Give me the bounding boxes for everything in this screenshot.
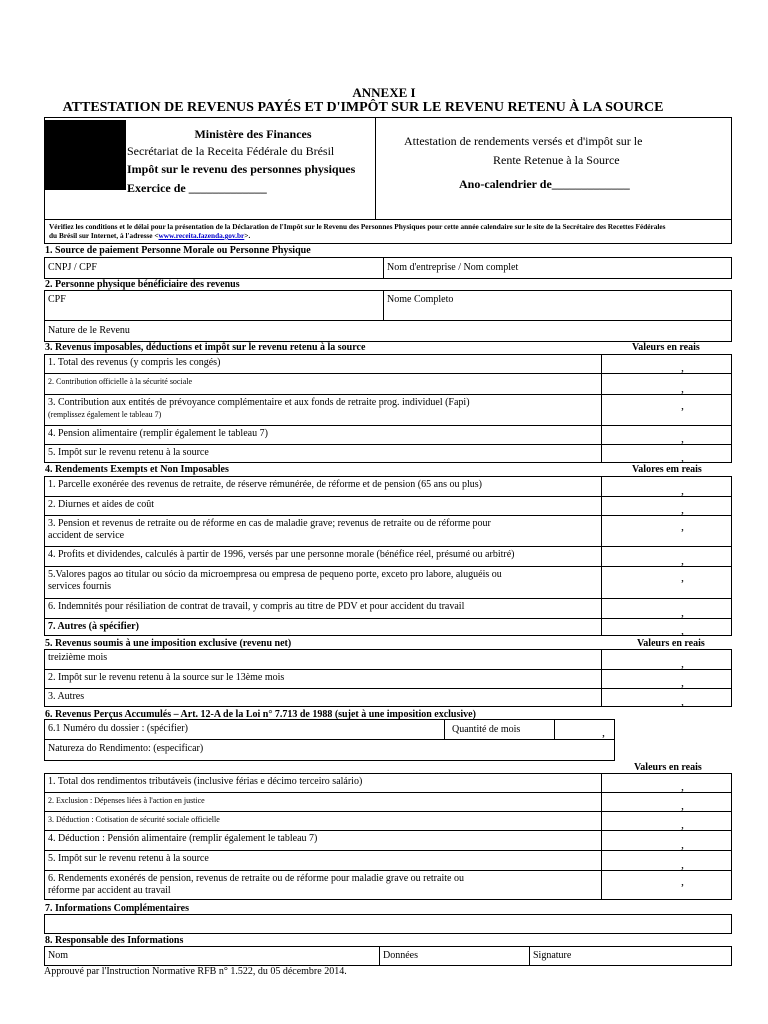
section6-values-label: Valeurs en reais: [634, 762, 702, 773]
responsible-name-field[interactable]: Nom: [48, 950, 68, 961]
annex-label: ANNEXE I: [352, 85, 416, 100]
section5-values-divider: [601, 649, 602, 707]
row-divider: [44, 598, 732, 599]
receita-link[interactable]: www.receita.fazenda.gov.br: [158, 231, 245, 240]
row-divider: [44, 688, 732, 689]
row-divider: [44, 425, 732, 426]
section6-row-value[interactable]: ,: [681, 837, 684, 851]
section2-divider: [383, 290, 384, 320]
section3-row-value[interactable]: ,: [681, 398, 684, 412]
section1-heading: 1. Source de paiement Personne Morale ou Personne Physique: [45, 245, 311, 256]
section3-row-value[interactable]: ,: [681, 381, 684, 395]
section2-heading: 2. Personne physique bénéficiaire des revenus: [45, 279, 240, 290]
section6-row-value[interactable]: ,: [681, 817, 684, 831]
ministry-name: Ministère des Finances: [194, 127, 312, 141]
header-notice-divider: [44, 219, 732, 220]
row-divider: [44, 373, 732, 374]
beneficiary-name-field[interactable]: Nome Completo: [387, 294, 454, 305]
months-quantity-label: Quantité de mois: [452, 724, 521, 735]
tax-name: Impôt sur le revenu des personnes physiques: [127, 162, 356, 176]
section2-row-divider: [44, 320, 732, 321]
row-divider: [44, 870, 732, 871]
section4-row-label: 5.Valores pagos ao titular ou sócio da microempresa ou empresa de pequeno porte, exceto pro labore, aluguéis ou services fournis: [48, 569, 502, 592]
section4-row-value[interactable]: ,: [681, 483, 684, 497]
section4-row-label: 6. Indemnités pour résiliation de contrat de travail, y compris au titre de PDV et pour accident du travail: [48, 601, 465, 612]
section4-row-label: 7. Autres (à spécifier): [48, 621, 139, 632]
secretariat-name: Secrétariat de la Receita Fédérale du Brésil: [127, 144, 335, 158]
section4-row-value[interactable]: ,: [681, 502, 684, 516]
signature-field[interactable]: Signature: [533, 950, 572, 961]
section5-row-label: 3. Autres: [48, 691, 85, 702]
section8-heading: 8. Responsable des Informations: [45, 935, 184, 946]
row-divider: [44, 515, 732, 516]
section4-values-label: Valores em reais: [632, 464, 702, 475]
section5-row-value[interactable]: ,: [681, 675, 684, 689]
section3-row-label: 3. Contribution aux entités de prévoyance complémentaire et aux fonds de retraite prog. individuel (Fapi) (remplissez également le tableau 7): [48, 397, 470, 419]
section4-row-value[interactable]: ,: [681, 519, 684, 533]
notice-line1: Vérifiez les conditions et le délai pour la présentation de la Déclaration de l'Impôt sur le Revenu des Personnes Physiques pour cette année calendaire sur le site de la Secrétaire des Recettes Fédérales: [49, 222, 666, 231]
row-divider: [44, 830, 732, 831]
section6-row-label: 6. Rendements exonérés de pension, revenus de retraite ou de réforme pour maladie grave ou retraite ou réforme par accident au travail: [48, 873, 464, 896]
row-divider: [44, 792, 732, 793]
section6-heading: 6. Revenus Perçus Accumulés – Art. 12-A de la Loi n° 7.713 de 1988 (sujet à une imposition exclusive): [45, 709, 476, 720]
section3-row-label: 4. Pension alimentaire (remplir également le tableau 7): [48, 428, 268, 439]
section6-row-label: 1. Total dos rendimentos tributáveis (inclusive férias e décimo terceiro salário): [48, 776, 363, 787]
redacted-logo: [45, 120, 126, 190]
section3-row-label: 5. Impôt sur le revenu retenu à la source: [48, 447, 209, 458]
row-divider: [44, 618, 732, 619]
section5-row-label: 2. Impôt sur le revenu retenu à la source sur le 13ème mois: [48, 672, 285, 683]
row-divider: [44, 496, 732, 497]
section3-row-label: 1. Total des revenus (y compris les congés): [48, 357, 221, 368]
section5-row-label: treizième mois: [48, 652, 108, 663]
row-divider: [44, 811, 732, 812]
calendar-year-field[interactable]: Ano-calendrier de_____________: [459, 177, 630, 191]
row-divider: [44, 444, 732, 445]
notice-line2: du Brésil sur Internet, à l'adresse <www.receita.fazenda.gov.br>.: [49, 231, 251, 240]
section3-row-label: 2. Contribution officielle à la sécurité sociale: [48, 377, 193, 386]
section8-divider1: [379, 946, 380, 966]
section4-row-label: 4. Profits et dividendes, calculés à partir de 1996, versés par une personne morale (bénéfice réel, présumé ou arbitré): [48, 549, 515, 560]
row-divider: [44, 566, 732, 567]
section3-values-label: Valeurs en reais: [632, 342, 700, 353]
section6-info-divider1: [444, 719, 445, 739]
row-divider: [44, 394, 732, 395]
complementary-info-field[interactable]: [44, 914, 732, 934]
section4-row-value[interactable]: ,: [681, 623, 684, 637]
section4-row-label: 3. Pension et revenus de retraite ou de réforme en cas de maladie grave; revenus de retraite ou de réforme pour accident de service: [48, 518, 491, 541]
cpf-field[interactable]: CPF: [48, 294, 66, 305]
section6-row-label: 5. Impôt sur le revenu retenu à la source: [48, 853, 209, 864]
section6-info-divider2: [554, 719, 555, 739]
section3-heading: 3. Revenus imposables, déductions et impôt sur le revenu retenu à la source: [45, 342, 366, 353]
section6-row-value[interactable]: ,: [681, 874, 684, 888]
section3-row-value[interactable]: ,: [681, 450, 684, 464]
approval-footer: Approuvé par l'Instruction Normative RFB n° 1.522, du 05 décembre 2014.: [44, 966, 347, 977]
section5-values-label: Valeurs en reais: [637, 638, 705, 649]
section6-row-label: 2. Exclusion : Dépenses liées à l'action en justice: [48, 796, 205, 805]
section6-row-value[interactable]: ,: [681, 798, 684, 812]
section4-row-label: 2. Diurnes et aides de coût: [48, 499, 155, 510]
exercise-field[interactable]: Exercice de _____________: [127, 181, 267, 195]
section3-row-value[interactable]: ,: [681, 360, 684, 374]
section6-row-label: 4. Déduction : Pensión alimentaire (remplir également le tableau 7): [48, 833, 318, 844]
cnpj-field[interactable]: CNPJ / CPF: [48, 262, 97, 273]
section6-row-label: 3. Déduction : Cotisation de sécurité sociale officielle: [48, 815, 220, 824]
page-title: ATTESTATION DE REVENUS PAYÉS ET D'IMPÔT SUR LE REVENU RETENU À LA SOURCE: [62, 100, 664, 115]
company-name-field[interactable]: Nom d'entreprise / Nom complet: [387, 262, 519, 273]
section3-values-divider: [601, 354, 602, 463]
section4-row-value[interactable]: ,: [681, 553, 684, 567]
attestation-line1: Attestation de rendements versés et d'impôt sur le: [404, 134, 643, 148]
income-nature-spec-field[interactable]: Natureza do Rendimento: (especificar): [48, 743, 204, 754]
section1-divider: [383, 257, 384, 279]
section7-heading: 7. Informations Complémentaires: [45, 903, 189, 914]
section5-row-value[interactable]: ,: [681, 694, 684, 708]
row-divider: [44, 546, 732, 547]
section4-values-divider: [601, 476, 602, 636]
section6-row-value[interactable]: ,: [681, 857, 684, 871]
section8-divider2: [529, 946, 530, 966]
section4-heading: 4. Rendements Exempts et Non Imposables: [45, 464, 229, 475]
income-nature-field[interactable]: Nature de le Revenu: [48, 325, 130, 336]
section5-heading: 5. Revenus soumis à une imposition exclusive (revenu net): [45, 638, 292, 649]
dossier-number-field[interactable]: 6.1 Numéro du dossier : (spécifier): [48, 723, 188, 734]
section6-info-row-divider: [44, 739, 615, 740]
section4-row-value[interactable]: ,: [681, 605, 684, 619]
months-quantity-field[interactable]: ,: [602, 725, 605, 739]
responsible-date-field[interactable]: Données: [383, 950, 418, 961]
section3-row-value[interactable]: ,: [681, 431, 684, 445]
row-divider: [44, 669, 732, 670]
row-divider: [44, 850, 732, 851]
section6-row-value[interactable]: ,: [681, 779, 684, 793]
section5-row-value[interactable]: ,: [681, 656, 684, 670]
section4-row-label: 1. Parcelle exonérée des revenus de retraite, de réserve rémunérée, de réforme et de pension (65 ans ou plus): [48, 479, 482, 490]
section4-row-value[interactable]: ,: [681, 570, 684, 584]
attestation-line2: Rente Retenue à la Source: [493, 153, 620, 167]
